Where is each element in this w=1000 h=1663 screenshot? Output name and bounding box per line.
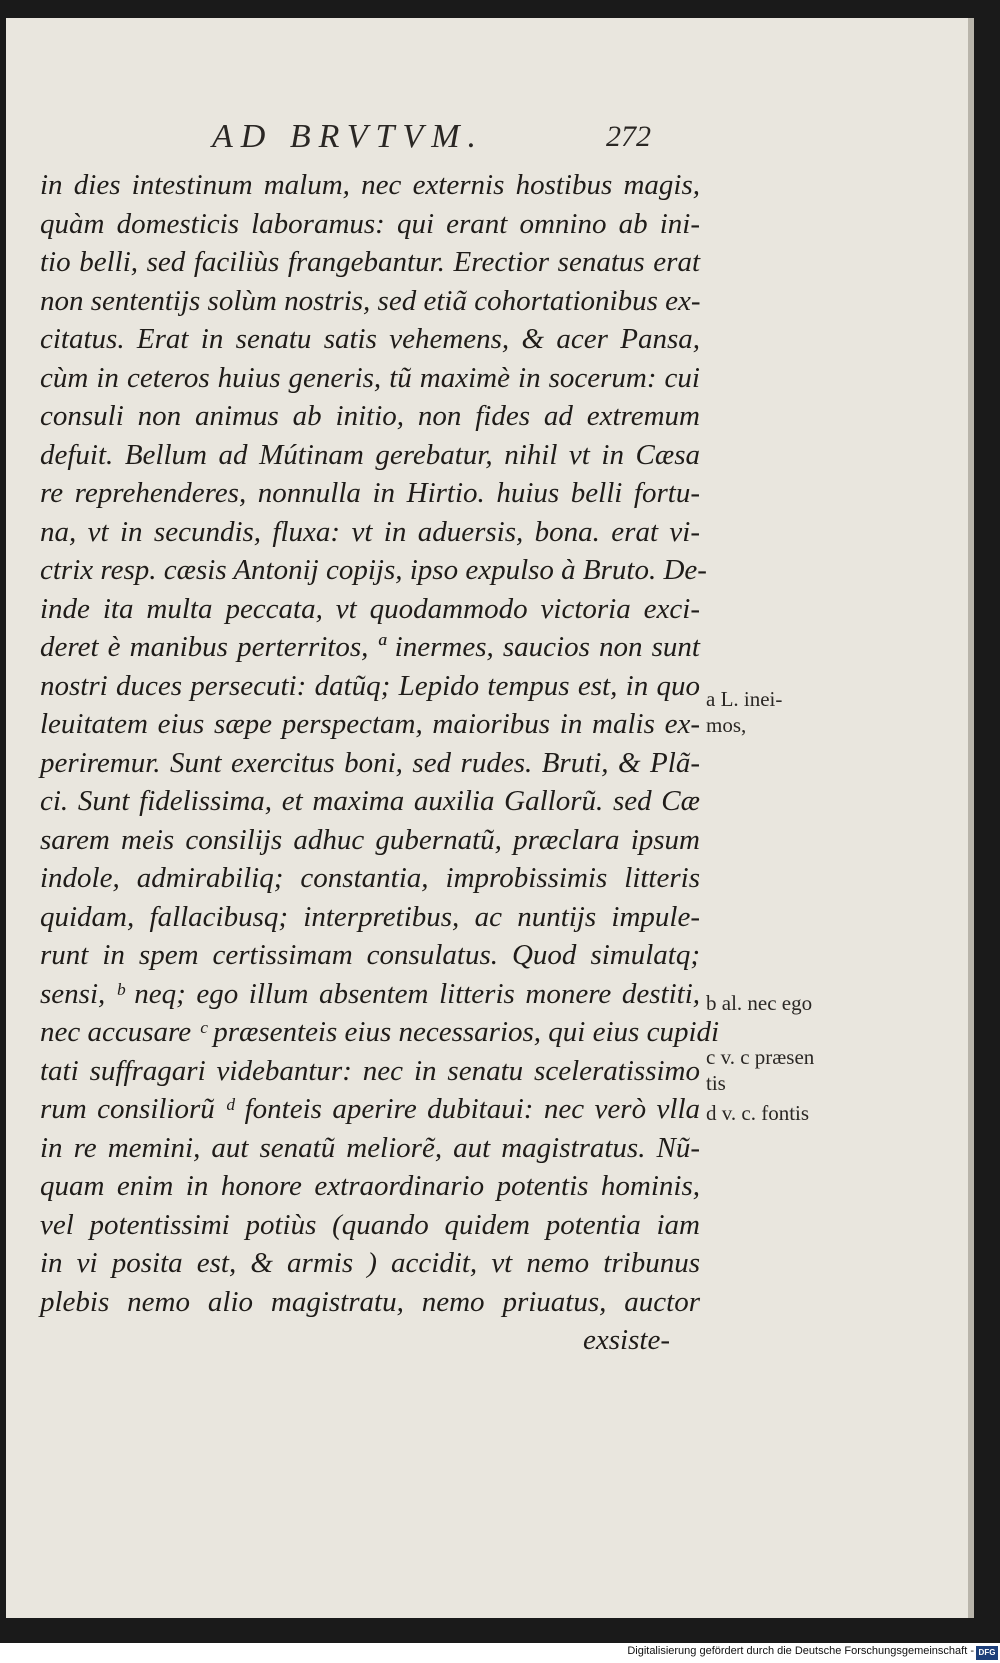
digitization-footer [0,1643,1000,1663]
text-line: nec accusare ᶜ præsenteis eius necessarios, qui eius cupidi [40,1016,720,1048]
text-line: periremur. Sunt exercitus boni, sed rudes. Bruti, & Plã- [40,746,700,779]
text-line: cùm in ceteros huius generis, tũ maximè in socerum: cui [40,361,700,394]
text-line: citatus. Erat in senatu satis vehemens, & acer Pansa, [40,323,700,355]
footer-credit: Digitalisierung gefördert durch die Deutsche Forschungsgemeinschaft - [627,1645,974,1657]
text-line: quidam, fallacibusq; interpretibus, ac nuntijs impule- [40,900,700,933]
text-line: sensi, ᵇ neq; ego illum absentem litteris monere destiti, [40,977,700,1010]
text-line: in dies intestinum malum, nec externis hostibus magis, [40,169,700,201]
margin-note-a-line1: a L. inei- [706,687,783,711]
text-line: re reprehenderes, nonnulla in Hirtio. huius belli fortu- [40,477,700,509]
catchword: exsiste- [583,1324,670,1356]
text-line: runt in spem certissimam consulatus. Quod simulatq; [40,939,700,971]
margin-note-d: d v. c. fontis [706,1101,810,1125]
running-title: AD BRVTVM. [212,118,485,155]
text-line: deret è manibus perterritos, ª inermes, saucios non sunt [40,631,700,663]
page-header [6,118,706,158]
page-number: 272 [606,120,651,153]
marginal-notes [706,18,866,1618]
text-line: ci. Sunt fidelissima, et maxima auxilia Gallorũ. sed Cæ [40,785,700,817]
text-line: tati suffragari videbantur: nec in senatu sceleratissimo [40,1054,700,1087]
text-line: leuitatem eius sæpe perspectam, maioribus in malis ex- [40,708,700,740]
margin-note-b: b al. nec ego [706,991,813,1015]
dfg-logo-icon: DFG [976,1646,998,1660]
text-line: na, vt in secundis, fluxa: vt in aduersis, bona. erat vi- [40,515,700,548]
text-line: quàm domesticis laboramus: qui erant omnino ab ini- [40,207,700,240]
text-line: rum consiliorũ ᵈ fonteis aperire dubitaui: nec verò vlla [40,1093,700,1125]
text-line: consuli non animus ab initio, non fides ad extremum [40,400,700,432]
text-line: sarem meis consilijs adhuc gubernatũ, præclara ipsum [40,823,700,856]
text-line: tio belli, sed faciliùs frangebantur. Erectior senatus erat [40,246,700,278]
text-line: in vi posita est, & armis ) accidit, vt nemo tribunus [40,1247,700,1279]
margin-note-c-line1: c v. c præsen [706,1045,815,1069]
main-text-block [40,166,720,1360]
text-line: non sententijs solùm nostris, sed etiã cohortationibus ex- [40,284,701,317]
book-page [6,18,974,1618]
text-line: nostri duces persecuti: datũq; Lepido tempus est, in quo [40,669,700,702]
text-line: quam enim in honore extraordinario potentis hominis, [40,1170,700,1202]
text-line: plebis nemo alio magistratu, nemo priuatus, auctor [40,1285,700,1318]
text-line: in re memini, aut senatũ meliorẽ, aut magistratus. Nũ- [40,1131,700,1164]
text-line: ctrix resp. cæsis Antonij copijs, ipso expulso à Bruto. De- [40,554,707,586]
text-line: vel potentissimi potiùs (quando quidem potentia iam [40,1208,700,1241]
text-line: defuit. Bellum ad Mútinam gerebatur, nihil vt in Cæsa [40,438,700,471]
margin-note-a-line2: mos, [706,713,747,737]
text-line: inde ita multa peccata, vt quodammodo victoria exci- [40,592,700,625]
margin-note-c-line2: tis [706,1071,726,1095]
text-line: indole, admirabiliq; constantia, improbissimis litteris [40,862,700,894]
